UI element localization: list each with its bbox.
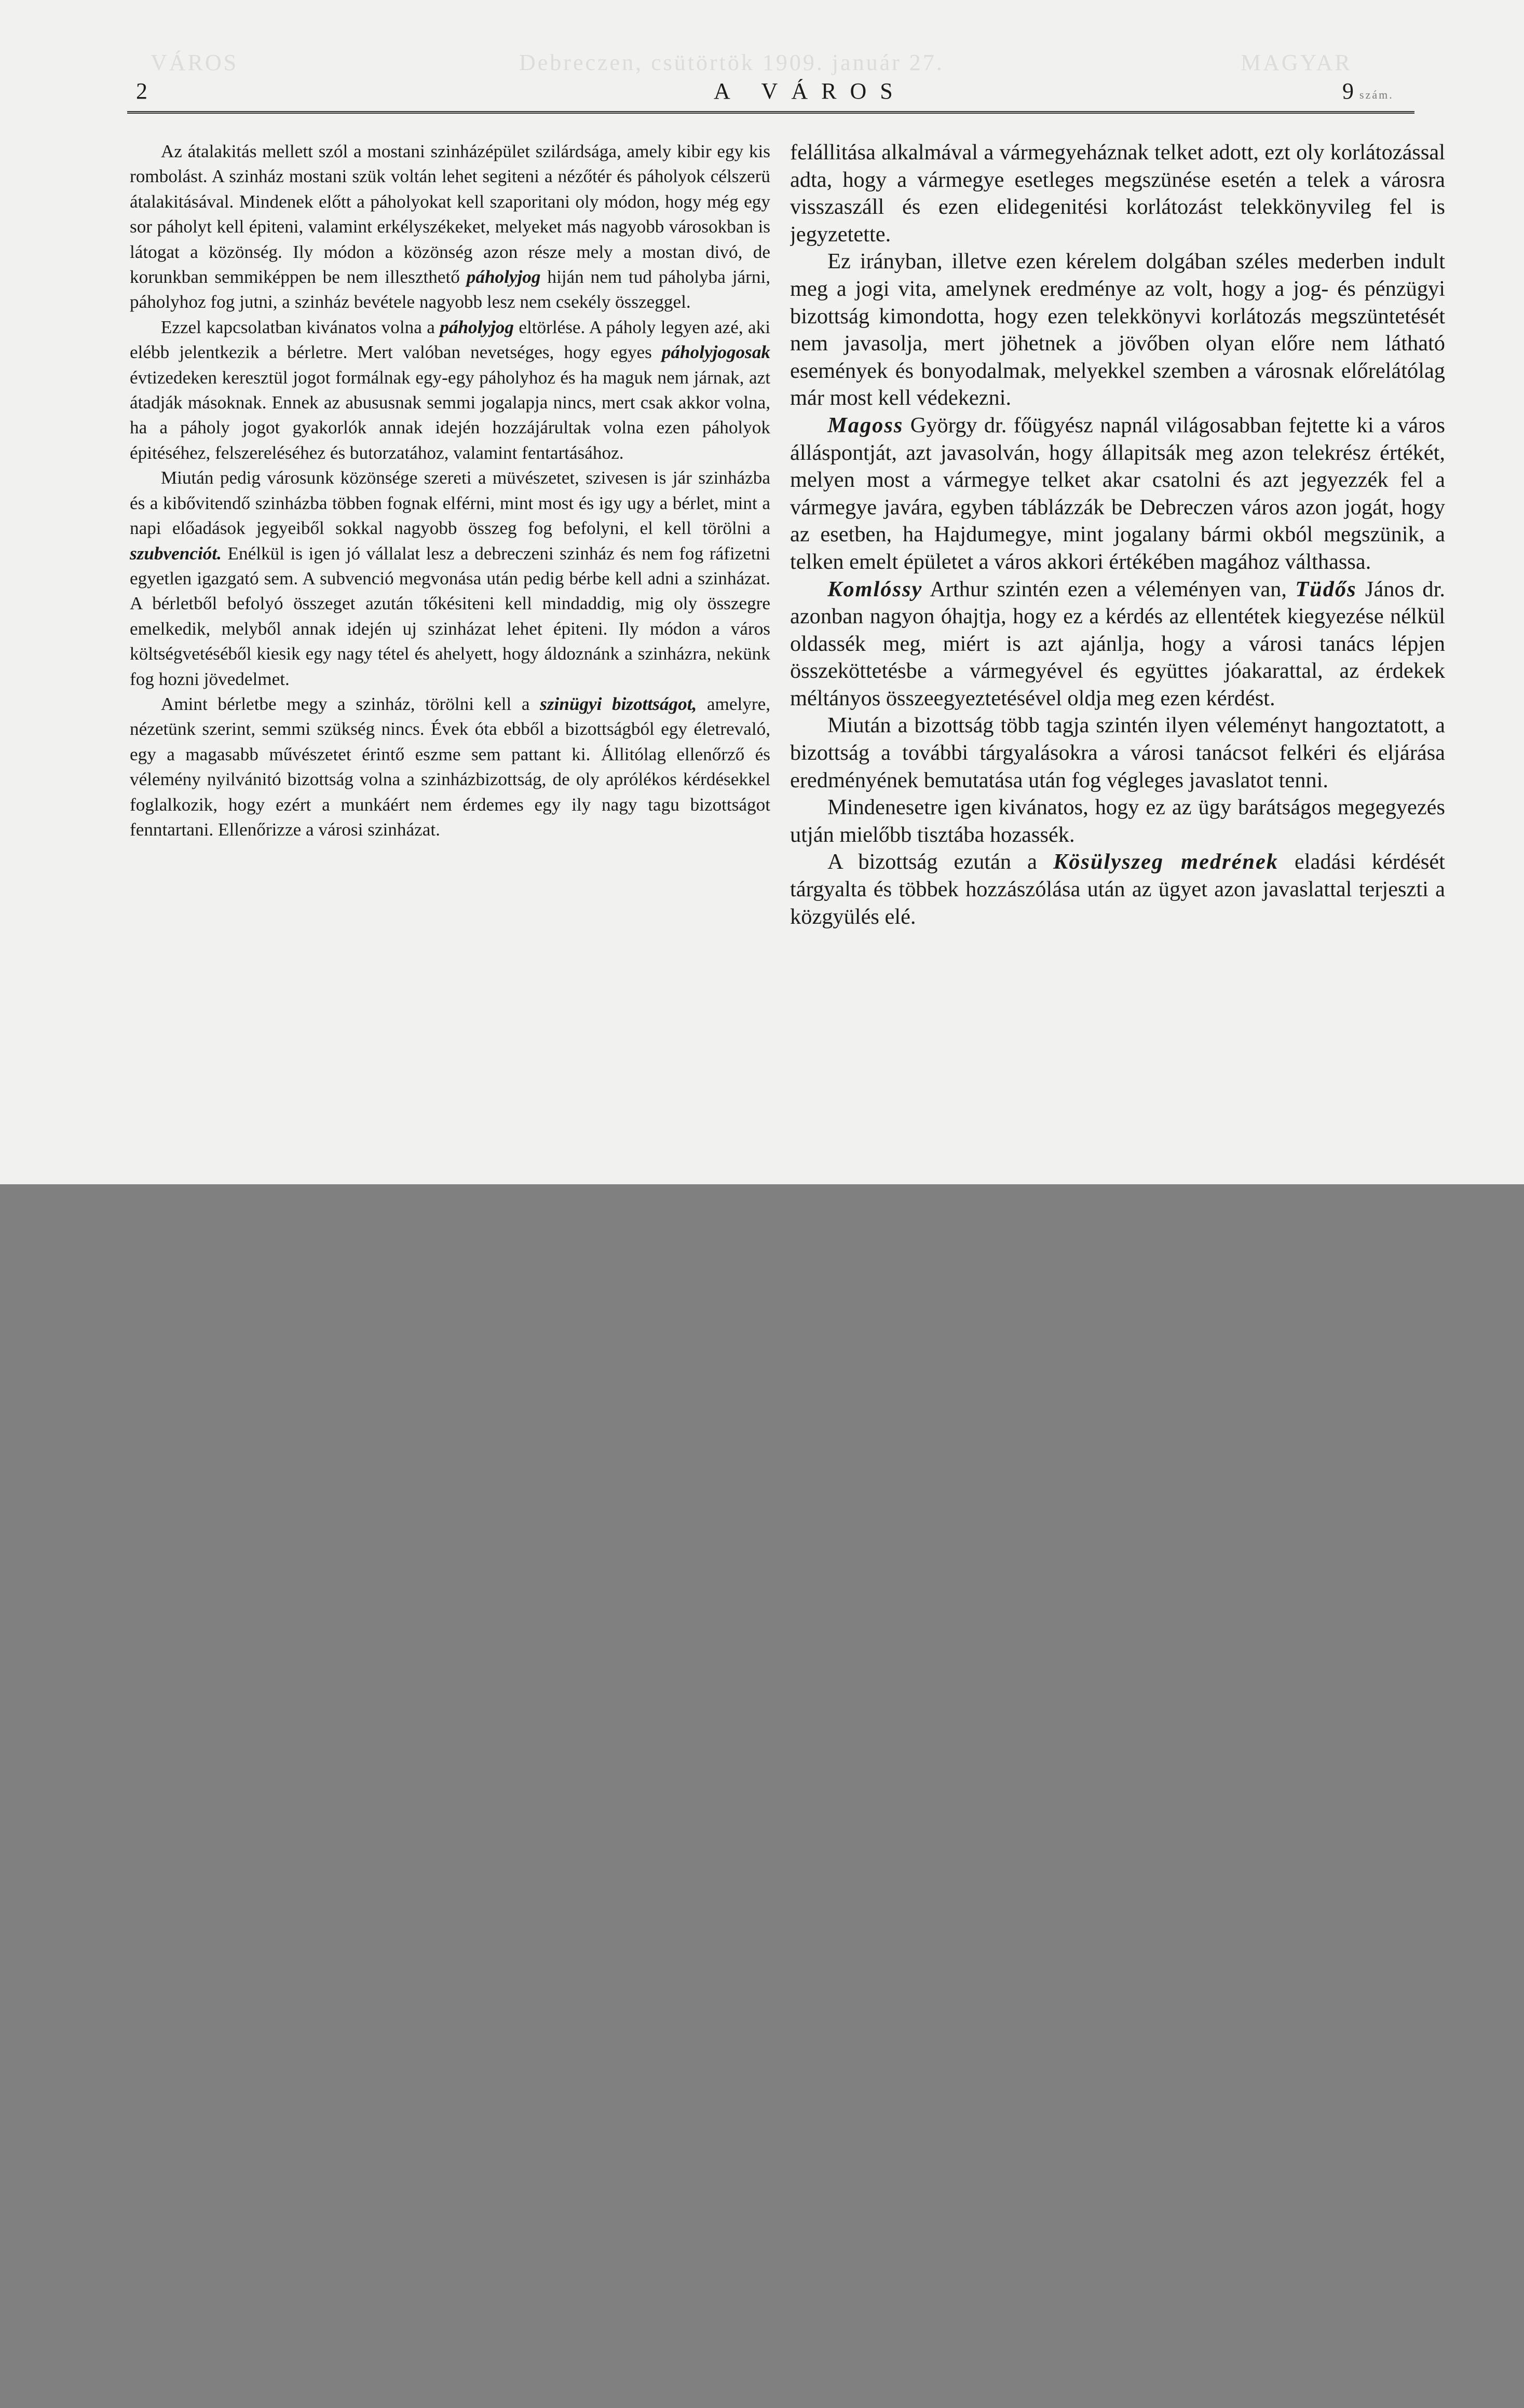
paragraph <box>130 692 770 842</box>
paragraph <box>130 466 770 692</box>
paragraph <box>790 576 1445 713</box>
bleed-through-left: VÁROS <box>151 50 239 75</box>
paragraph: Ez irányban, illetve ezen kérelem dolgában széles mederben indult meg a jogi vita, amelynek eredménye az volt, hogy a jog- és pénzügyi bizottság kimondotta, hogy ezen telekkönyvi korlátozás megszüntetését nem javasolja, mert jöhetnek a jövőben olyan előre nem látható események és bonyodalmak, melyekkel szemben a városnak előrelátólag már most kell védekezni. <box>790 249 1445 411</box>
text-run: hiján nem tud páholyba járni, páholyhoz fog jutni, a szinház bevétele nagyobb lesz nem csekély összeggel. <box>130 267 770 312</box>
text-run: A bizottság ezután a <box>827 850 1037 874</box>
paragraph <box>130 315 770 466</box>
header-rule <box>127 111 1414 114</box>
issue-suffix: szám. <box>1359 88 1394 101</box>
text-run: eladási kérdését tárgyalta és többek hozzászólása után az ügyet azon javaslattal terjeszti a közgyülés elé. <box>790 850 1445 929</box>
left-column <box>130 139 770 1184</box>
emphasis: páholyjogosak <box>661 342 770 363</box>
text-run: György dr. főügyész napnál világosabban fejtette ki a város álláspontját, azt javasolván, hogy állapitsák meg azon telekrész értékét, melyen most a vármegye telket akar csatolni és azt jegyezzék fel a vármegye javára, egyben táblázzák be Debreczen város azon jogát, hogy az esetben, ha Hajdumegye, mint jogalany bármi okból megszünik, a telken emelt épületet a város akkori értékében magához válthassa. <box>790 413 1445 574</box>
text-run: eltörlése. A páholy legyen azé, aki elébb jelentkezik a bérletre. Mert valóban nevetséges, hogy egyes <box>130 317 770 363</box>
masthead-title: A VÁROS <box>714 78 906 104</box>
issue-number <box>1342 78 1394 104</box>
text-run: Enélkül is igen jó vállalat lesz a debreczeni szinház és nem fog ráfizetni egyetlen igazgató sem. A subvenció megvonása után pedig bérbe kell adni a szinházat. A bérletből befolyó összeget azután tőkésiteni kell mindaddig, mig oly összegre emelkedik, melyből annak idején uj szinházat lehet épiteni. Ily módon a város költségvetéséből kiesik egy nagy tétel és ahelyett, hogy áldoznánk a szinházra, nekünk fog hozni jövedelmet. <box>130 543 770 689</box>
text-run: évtizedeken keresztül jogot formálnak egy-egy páholyhoz és ha maguk nem járnak, azt átadják másoknak. Ennek az abususnak semmi jogalapja nincs, mert csak akkor volna, ha a páholy jogot gyakorlók annak idején hozzájárultak volna ezen páholyok épitéséhez, felszereléséhez és butorzatához, valamint fentartásához. <box>130 367 770 463</box>
text-run: amelyre, nézetünk szerint, semmi szükség nincs. Évek óta ebből a bizottságból egy életrevaló, egy a magasabb művészetet érintő eszme sem pattant ki. Állitólag ellenőrző és vélemény nyilvánitó bizottság volna a szinházbizottság, de oly aprólékos kérdésekkel foglalkozik, hogy ezért a munkáért nem érdemes egy ily nagy tagu bizottságot fenntartani. Ellenőrizze a városi szinházat. <box>130 693 770 840</box>
emphasis-name: Komlóssy <box>827 577 923 601</box>
text-run: Ezzel kapcsolatban kivánatos volna a <box>160 317 435 337</box>
blank-scan-area <box>0 1184 1524 2408</box>
text-run: János dr. azonban nagyon óhajtja, hogy ez a kérdés az ellentétek kiegyezése nélkül oldassék meg, miért is azt ajánlja, hogy a városi tanács lépjen összeköttetésbe a vármegyével és együttes jóakarattal, az érdekek méltányos összeegyeztetésével oldja meg ezen kérdést. <box>790 577 1445 710</box>
emphasis: páholyjog <box>466 267 541 288</box>
emphasis: Kösülyszeg medrének <box>1053 850 1278 874</box>
paragraph: Mindenesetre igen kivánatos, hogy ez az ügy barátságos megegyezés utján mielőbb tisztába hozassék. <box>790 795 1445 847</box>
bleed-through-right: MAGYAR <box>1241 50 1352 75</box>
emphasis: páholyjog <box>440 317 514 337</box>
emphasis-name: Tüdős <box>1295 577 1357 601</box>
issue-number-value: 9 <box>1342 78 1354 104</box>
text-run: Arthur szintén ezen a véleményen van, <box>930 577 1287 601</box>
text-run: Miután pedig városunk közönsége szereti a müvészetet, szivesen is jár szinházba és a kibővitendő szinházba többen fognak elférni, mint most és igy ugy a bérlet, mint a napi előadások jegyeiből sokkal nagyobb összeg fog befolyni, el kell törölni a <box>130 468 770 539</box>
paragraph <box>790 412 1445 576</box>
paragraph: Miután a bizottság több tagja szintén ilyen véleményt hangoztatott, a bizottság a további tárgyalásokra a városi tanácsot felkéri és eljárása eredményének bemutatása után fog végleges javaslatot tenni. <box>790 713 1445 792</box>
page-number: 2 <box>136 78 147 104</box>
emphasis-name: Magoss <box>827 413 904 437</box>
paragraph <box>790 849 1445 931</box>
paragraph <box>130 139 770 315</box>
right-column <box>790 139 1445 1184</box>
emphasis: szinügyi bizottságot, <box>540 693 697 714</box>
newspaper-page <box>0 0 1524 1184</box>
bleed-through-center: Debreczen, csütörtök 1909. január 27. <box>519 50 944 75</box>
text-run: Amint bérletbe megy a szinház, törölni kell a <box>160 693 530 714</box>
paragraph: felállitása alkalmával a vármegyeháznak telket adott, ezt oly korlátozással adta, hogy a vármegye esetleges megszünése esetén a telek a városra visszaszáll és ezen elidegenitési korlátozást telekkönyvileg fel is jegyzetette. <box>790 140 1445 247</box>
text-run: Az átalakitás mellett szól a mostani szinházépület szilárdsága, amely kibir egy kis rombolást. A szinház mostani szük voltán lehet segiteni a nézőtér és páholyok célszerü átalakitásával. Mindenek előtt a páholyokat kell szaporitani oly módon, hogy még egy sor páholyt kell épiteni, valamint erkélyszékeket, melyeket más nagyobb városokban is látogat a közönség. Ily módon a közönség azon része mely a mostan divó, de korunkban semmiképpen be nem illeszthető <box>130 141 770 288</box>
emphasis: szubvenciót. <box>130 543 222 564</box>
